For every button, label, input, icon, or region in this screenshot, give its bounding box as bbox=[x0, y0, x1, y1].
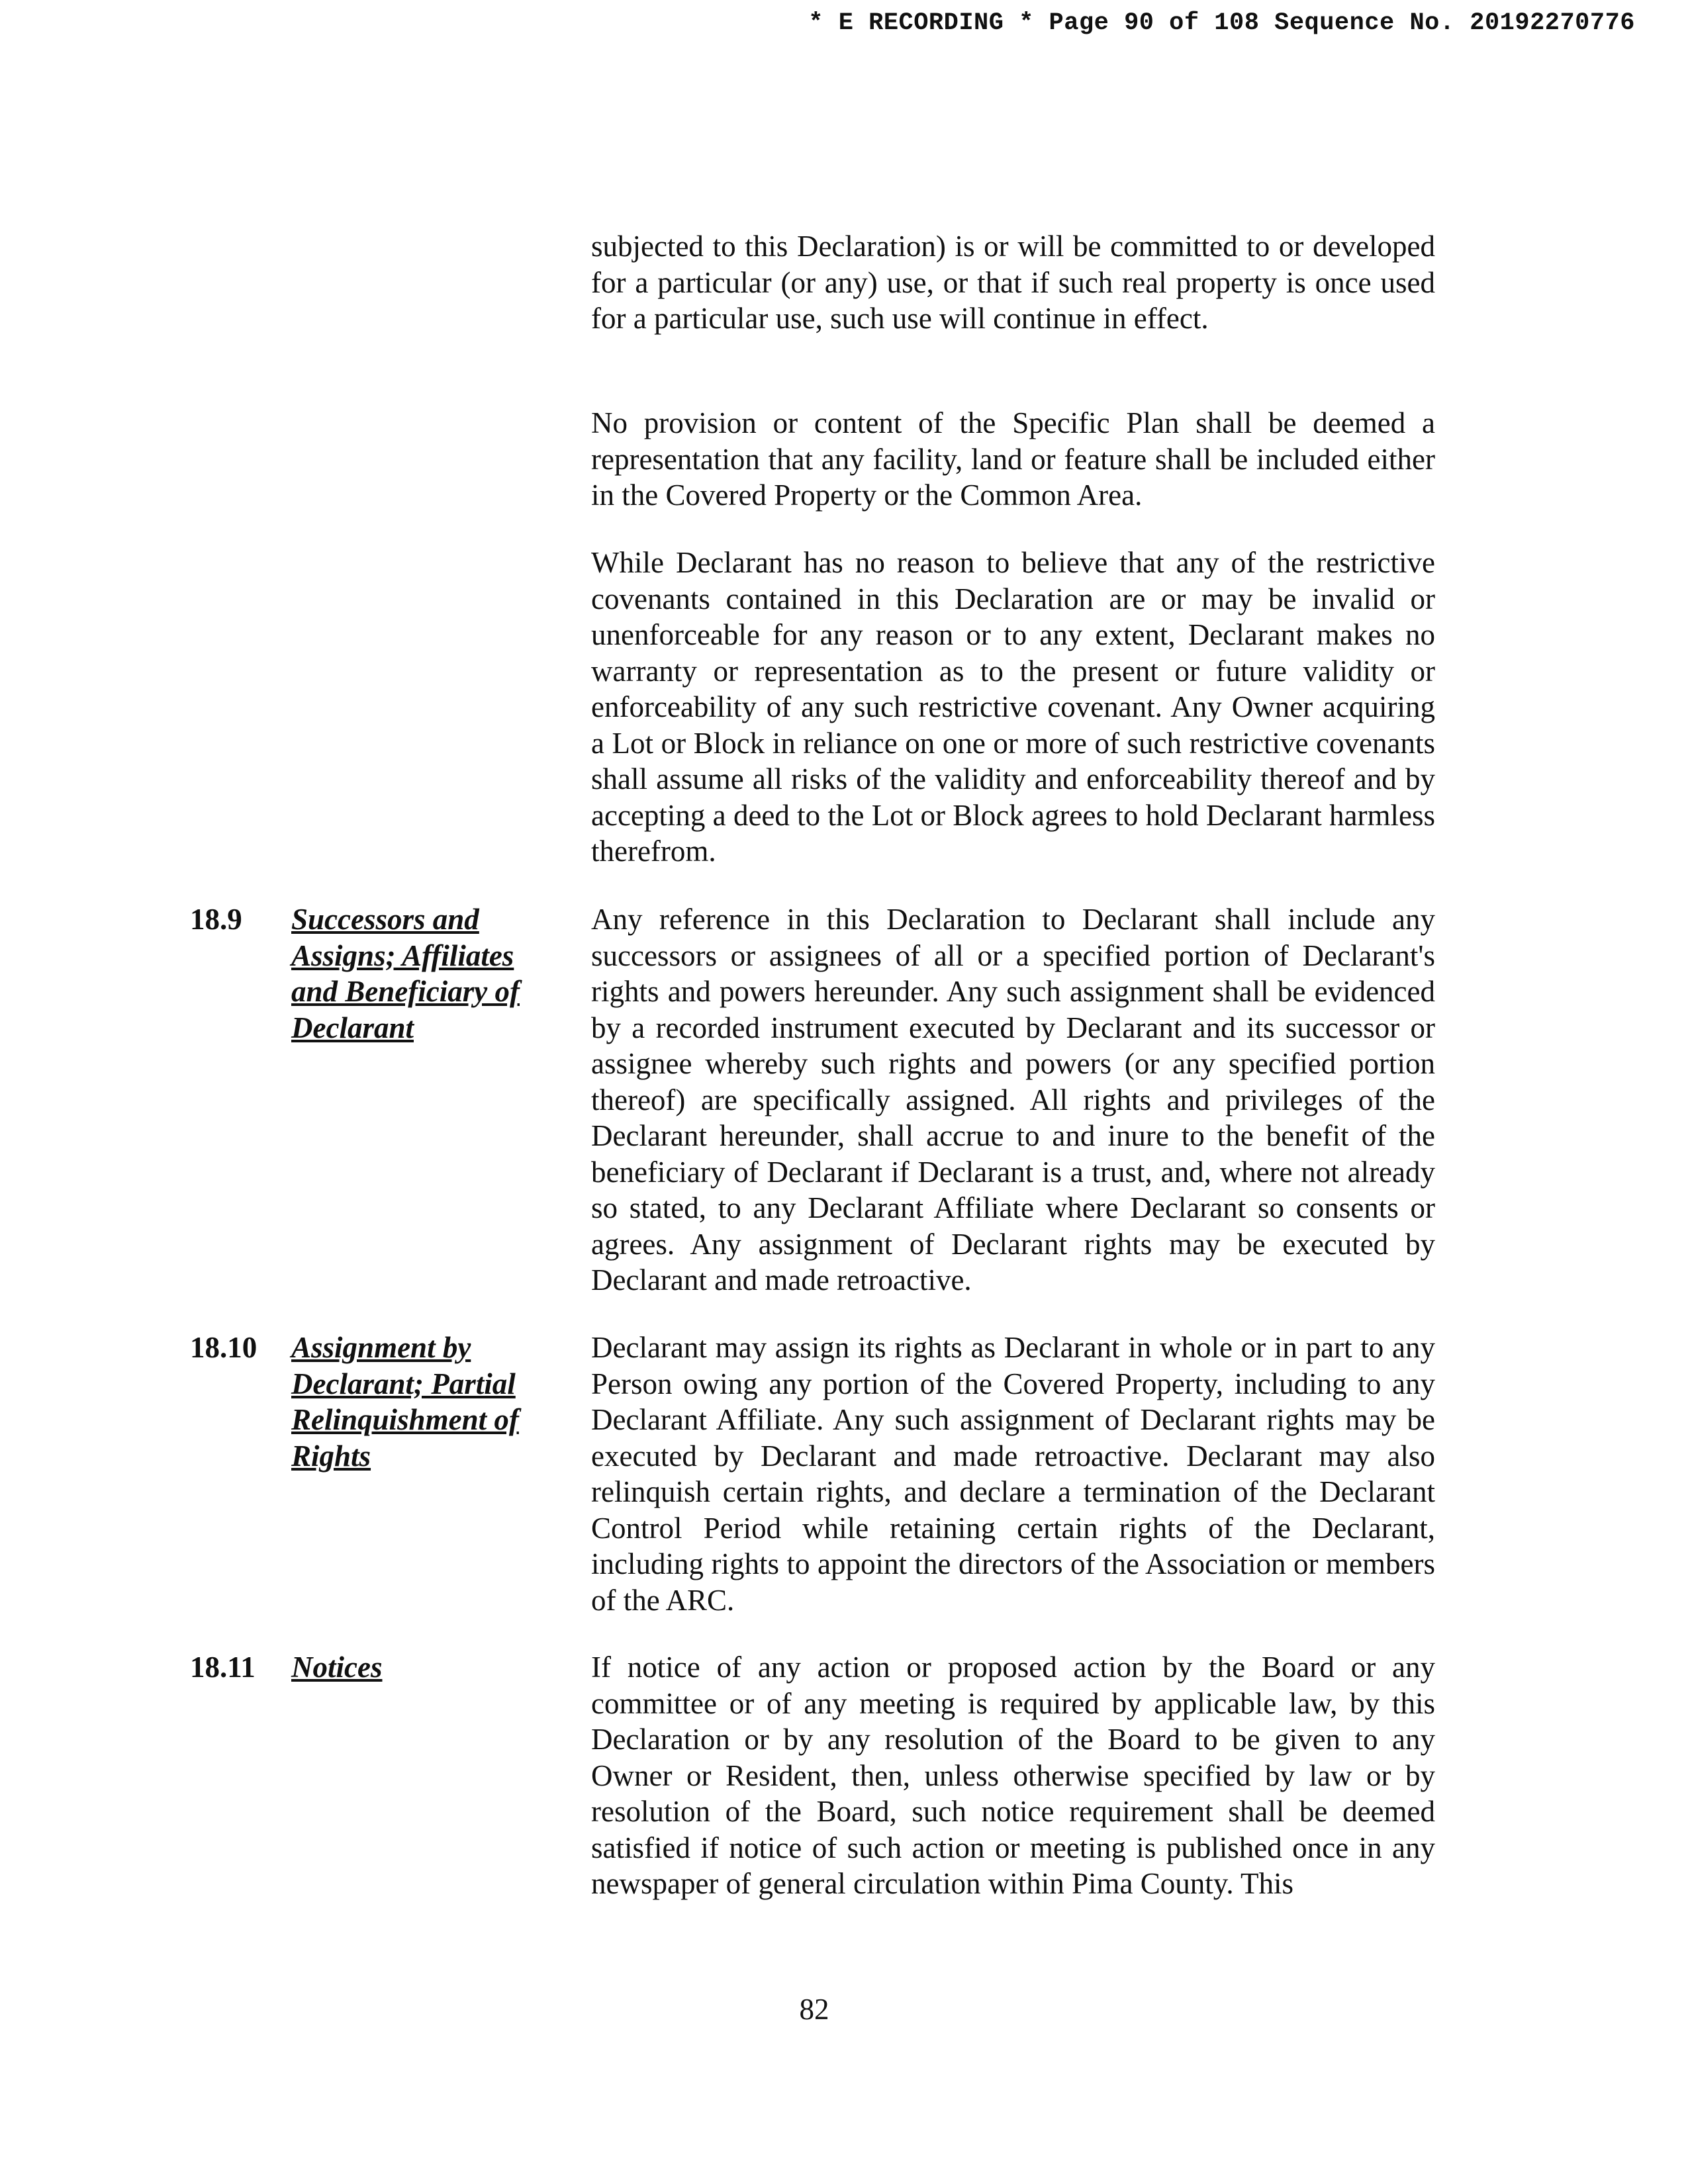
section-body-18-11: If notice of any action or proposed action by the Board or any committee or of any meeting is required by applicable law, by this Declaration or by any resolution of the Board to be given to any Owner or Resident, then, unless otherwise specified by law or by resolution of the Board, such notice requirement shall be deemed satisfied if notice of such action or meeting is published once in any newspaper of general circulation within Pima County. This bbox=[591, 1651, 1435, 1900]
section-number-18-11: 18.11 bbox=[190, 1651, 256, 1684]
specific-plan-paragraph: No provision or content of the Specific Plan shall be deemed a representation that any facility, land or feature shall be included either in the Covered Property or the Common Area. bbox=[591, 406, 1435, 512]
restrictive-covenants-paragraph: While Declarant has no reason to believe that any of the restrictive covenants contained in this Declaration are or may be invalid or unenforceable for any reason or to any extent, Declarant makes no warranty or representation as to the present or future validity or enforceability of any such restrictive covenant. Any Owner acquiring a Lot or Block in reliance on one or more of such restrictive covenants shall assume all risks of the validity and enforceability thereof and by accepting a deed to the Lot or Block agrees to hold Declarant harmless therefrom. bbox=[591, 546, 1435, 868]
section-number-18-9: 18.9 bbox=[190, 903, 242, 936]
section-number-18-10: 18.10 bbox=[190, 1331, 258, 1364]
continuation-paragraph: subjected to this Declaration) is or will be committed to or developed for a particular (or any) use, or that if such real property is once used for a particular use, such use will continue in effect. bbox=[591, 230, 1435, 335]
section-title-18-10: Assignment by Declarant; Partial Relinquishment of Rights bbox=[291, 1331, 519, 1473]
section-title-18-11: Notices bbox=[291, 1651, 383, 1684]
section-body-18-9: Any reference in this Declaration to Declarant shall include any successors or assignees of all or a specified portion of Declarant's rights and powers hereunder. Any such assignment shall be evidenced by a recorded instrument executed by Declarant and its successor or assignee whereby such rights and powers (or any specified portion thereof) are specifically assigned. All rights and privileges of the Declarant hereunder, shall accrue to and inure to the benefit of the beneficiary of Declarant if Declarant is a trust, and, where not already so stated, to any Declarant Affiliate where Declarant so consents or agrees. Any assignment of Declarant rights may be executed by Declarant and made retroactive. bbox=[591, 903, 1435, 1297]
page-number: 82 bbox=[799, 1993, 829, 2026]
section-title-18-9: Successors and Assigns; Affiliates and Beneficiary of Declarant bbox=[291, 903, 520, 1044]
recording-stamp: * E RECORDING * Page 90 of 108 Sequence No. 20192270776 bbox=[808, 9, 1635, 37]
section-body-18-10: Declarant may assign its rights as Declarant in whole or in part to any Person owing any portion of the Covered Property, including to any Declarant Affiliate. Any such assignment of Declarant rights may be executed by Declarant and made retroactive. Declarant may also relinquish certain rights, and declare a termination of the Declarant Control Period while retaining certain rights of the Declarant, including rights to appoint the directors of the Association or members of the ARC. bbox=[591, 1331, 1435, 1617]
